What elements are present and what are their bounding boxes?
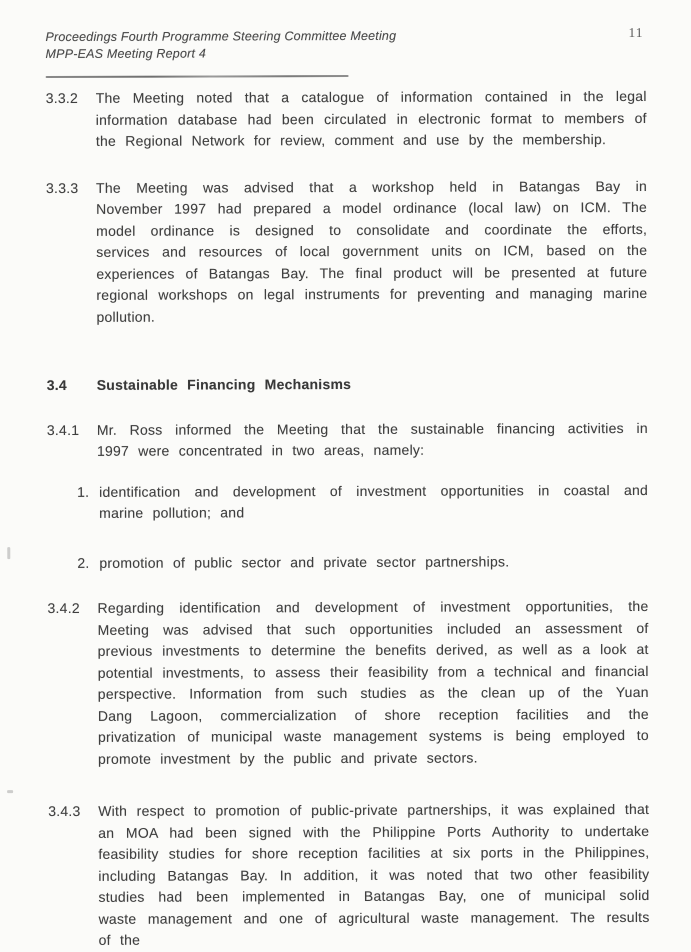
header-rule: [46, 75, 349, 78]
scan-speck: [7, 790, 13, 793]
section-3-4-2: [47, 596, 649, 770]
section-text: Regarding identification and development of investment opportunities, the Meeting was advised that such opportunities included an assessment of previous investments to determine the benefits derived, as well as a look at potential investments, to assess their feasibility from a technical and financial perspective. Information from such studies as the clean up of the Yuan Dang Lagoon, commercialization of shore reception facilities and the privatization of municipal waste management systems is being employed to promote investment by the public and private sectors.: [97, 597, 649, 767]
header-subtitle: MPP-EAS Meeting Report 4: [45, 46, 206, 62]
section-heading-3-4: [47, 373, 648, 397]
list-item-marker: 1.: [77, 483, 90, 500]
list-item-text: promotion of public sector and private sector partnerships.: [99, 552, 510, 571]
section-number: 3.4: [46, 376, 67, 394]
section-text: The Meeting was advised that a workshop held in Batangas Bay in November 1997 had prepared a model ordinance (local law) on ICM. The model ordinance is designed to consolidate and coordinate the efforts, services and resources of local government units on ICM, based on the experiences of Batangas Bay. The final product will be presented at future regional workshops on legal instruments for preventing and managing marine pollution.: [95, 177, 648, 325]
section-number: 3.4.2: [47, 599, 80, 617]
list-item-1: [77, 479, 648, 524]
list-item-2: [77, 550, 648, 573]
section-3-4-3: [48, 799, 650, 952]
list-item-text: identification and development of investment opportunities in coastal and marine pollution; and: [99, 481, 649, 521]
section-text: Mr. Ross informed the Meeting that the sustainable financing activities in 1997 were concentrated in two areas, namely:: [96, 419, 648, 459]
section-text: The Meeting noted that a catalogue of information contained in the legal information database had been circulated in electronic format to members of the Regional Network for review, comment and use by the membership.: [95, 87, 647, 149]
section-3-3-3: [46, 175, 648, 328]
page-header: [45, 24, 646, 63]
section-3-3-2: [46, 86, 647, 153]
header-title: Proceedings Fourth Programme Steering Committee Meeting: [45, 28, 397, 45]
section-number: 3.4.3: [48, 802, 81, 820]
section-number: 3.3.3: [45, 179, 79, 196]
section-text: With respect to promotion of public-private partnerships, it was explained that an MOA had been signed with the Philippine Ports Authority to undertake feasibility studies for shore reception facilities at six ports in the Philippines, including Batangas Bay. In addition, it was noted that two other feasibility studies had been implemented in Batangas Bay, one of municipal solid waste management and one of agricultural waste management. The results of the: [98, 800, 650, 948]
list-item-marker: 2.: [77, 554, 90, 571]
section-number: 3.4.1: [46, 421, 80, 438]
section-number: 3.3.2: [45, 89, 79, 107]
page-number: 11: [628, 24, 644, 41]
section-3-4-1: [47, 417, 648, 462]
section-heading-title: Sustainable Financing Mechanisms: [96, 375, 352, 393]
scan-speck: [7, 547, 10, 559]
